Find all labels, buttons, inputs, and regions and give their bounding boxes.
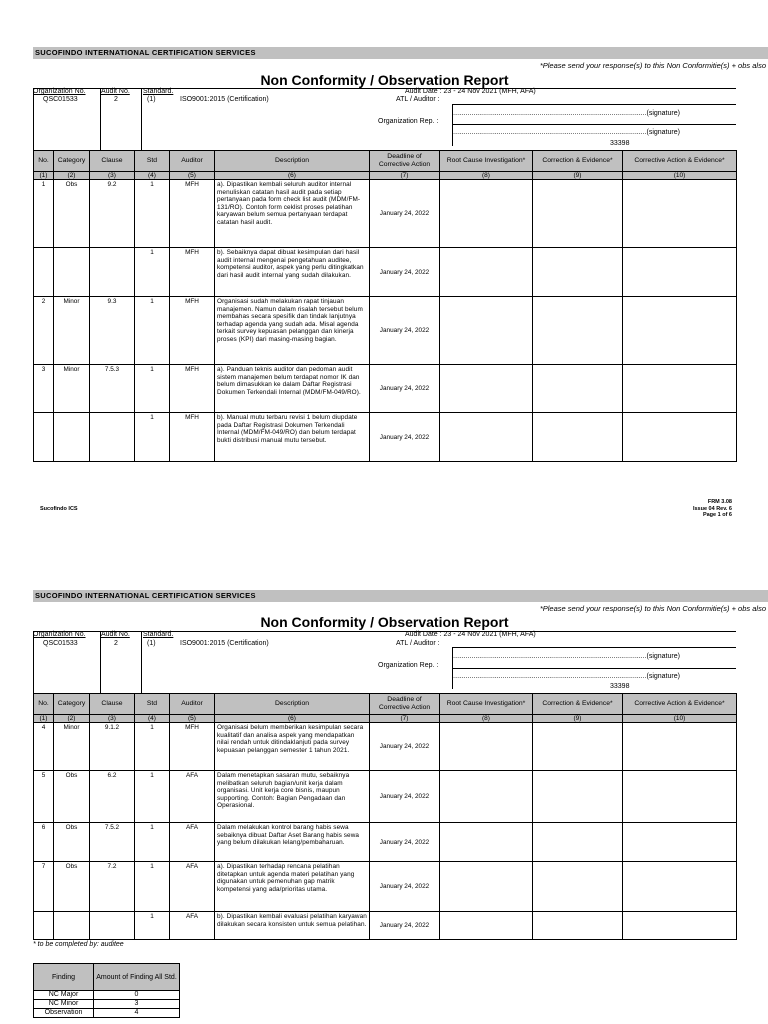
cell-clause [90,413,135,462]
cell-deadline: January 24, 2022 [370,248,440,297]
cell-deadline: January 24, 2022 [370,413,440,462]
col-correction: Correction & Evidence* [533,151,623,172]
org-no-label: Organization No. [33,88,86,95]
summary-header-amount: Amount of Finding All Std. [94,964,180,991]
cell-correction[interactable] [533,862,623,912]
footer-page: Page 1 of 6 [702,512,732,518]
cell-description: Organisasi sudah melakukan rapat tinjauan manajemen. Namun dalam risalah tersebut belum membahas secara spesifik dan tindak lanjutnya terhadap agenda yang sudah ada. Misal agenda terkait survey kepuasan pelanggan dan kinerja proses (KPI) dari masing-masing bagian. [215,297,370,365]
cell-std: 1 [135,823,170,862]
cell-root-cause[interactable] [440,365,533,413]
standard-name: ISO9001:2015 (Certification) [180,96,269,103]
col-num: (5) [170,715,215,723]
company-band [33,47,768,59]
summary-value: 0 [94,991,180,1000]
cell-root-cause[interactable] [440,771,533,823]
cell-corrective-action[interactable] [623,365,737,413]
findings-table-1 [33,150,737,462]
cell-clause: 6.2 [90,771,135,823]
cell-deadline: January 24, 2022 [370,862,440,912]
table-row [34,723,737,771]
cell-no: 7 [34,862,54,912]
report-code: 33398 [610,683,630,690]
summary-header-finding: Finding [34,964,94,991]
cell-std: 1 [135,297,170,365]
summary-row [34,991,180,1000]
col-num: (7) [370,172,440,180]
audit-no-value: 2 [114,640,118,647]
table-row [34,413,737,462]
col-corrective-action: Corrective Action & Evidence* [623,151,737,172]
audit-no-label: Audit No. [101,88,130,95]
col-num: (8) [440,172,533,180]
col-auditor: Auditor [170,151,215,172]
col-num: (9) [533,715,623,723]
atl-signature-line: ....................................................................................................(signature) [452,653,680,660]
summary-label: Observation [34,1009,94,1018]
cell-category: Obs [54,180,90,248]
col-num: (9) [533,172,623,180]
cell-no: 1 [34,180,54,248]
cell-clause: 9.1.2 [90,723,135,771]
response-notice: *Please send your response(s) to this Non Conformitie(s) + obs also [539,61,766,70]
cell-deadline: January 24, 2022 [370,180,440,248]
footer-issue: Issue 04 Rev. 6 [692,505,732,512]
col-num: (4) [135,715,170,723]
cell-correction[interactable] [533,771,623,823]
company-name: SUCOFINDO INTERNATIONAL CERTIFICATION SERVICES [35,48,256,57]
audit-date: Audit Date : 23 - 24 Nov 2021 (MFH, AFA) [405,631,536,638]
cell-std: 1 [135,413,170,462]
table-row [34,823,737,862]
cell-std: 1 [135,248,170,297]
cell-root-cause[interactable] [440,823,533,862]
summary-row [34,1009,180,1018]
cell-description: Organisasi belum memberikan kesimpulan secara kualitatif dan analisa aspek yang mendapatkan nilai rendah untuk ditindaklanjuti pada survey kepuasan pelanggan semester 1 tahun 2021. [215,723,370,771]
cell-no [34,248,54,297]
cell-no: 2 [34,297,54,365]
col-no: No. [34,694,54,715]
cell-category: Obs [54,823,90,862]
col-no: No. [34,151,54,172]
col-corrective-action: Corrective Action & Evidence* [623,694,737,715]
standard-label: Standard. [143,631,174,638]
cell-auditor: MFH [170,248,215,297]
report-title: Non Conformity / Observation Report [260,614,509,630]
cell-corrective-action[interactable] [623,180,737,248]
cell-corrective-action[interactable] [623,862,737,912]
summary-row [34,1000,180,1009]
cell-category: Obs [54,771,90,823]
col-num: (8) [440,715,533,723]
col-deadline: Deadline of Corrective Action [370,694,440,715]
col-num: (3) [90,715,135,723]
cell-correction[interactable] [533,723,623,771]
cell-std: 1 [135,723,170,771]
org-no-value: QSC01533 [43,96,78,103]
cell-description: Dalam melakukan kontrol barang habis sewa sebaiknya dibuat Daftar Aset Barang habis sewa yang belum dilakukan lelang/pembaharuan. [215,823,370,862]
col-category: Category [54,151,90,172]
col-num: (7) [370,715,440,723]
rep-signature-line: ....................................................................................................(signature) [452,129,680,136]
cell-auditor: AFA [170,862,215,912]
col-num: (6) [215,172,370,180]
cell-category [54,413,90,462]
summary-label: NC Minor [34,1000,94,1009]
response-notice: *Please send your response(s) to this Non Conformitie(s) + obs also [539,604,766,613]
org-rep-label: Organization Rep. : [378,662,439,669]
cell-no: 5 [34,771,54,823]
footer-form-no: FRM 3.08 [707,499,732,505]
col-auditor: Auditor [170,694,215,715]
cell-deadline: January 24, 2022 [370,723,440,771]
cell-auditor: AFA [170,912,215,940]
summary-value: 4 [94,1009,180,1018]
cell-std: 1 [135,180,170,248]
cell-description: a). Panduan teknis auditor dan pedoman audit sistem manajemen belum terdapat nomor IK dan belum dimasukkan ke dalam Daftar Registrasi Dokumen Terkendali Internal (MDM/FM-049/RO). [215,365,370,413]
org-no-label: Organization No. [33,631,86,638]
col-num: (10) [623,172,737,180]
table-row [34,912,737,940]
cell-category [54,248,90,297]
col-num: (1) [34,715,54,723]
col-num: (1) [34,172,54,180]
rep-signature-line: ....................................................................................................(signature) [452,673,680,680]
cell-root-cause[interactable] [440,297,533,365]
cell-root-cause[interactable] [440,723,533,771]
report-title: Non Conformity / Observation Report [260,72,509,88]
cell-category: Minor [54,723,90,771]
org-no-value: QSC01533 [43,640,78,647]
col-deadline: Deadline of Corrective Action [370,151,440,172]
footer-form-info [693,499,732,519]
col-std: Std [135,694,170,715]
cell-clause: 7.5.3 [90,365,135,413]
company-band [33,590,768,602]
col-clause: Clause [90,151,135,172]
company-name: SUCOFINDO INTERNATIONAL CERTIFICATION SERVICES [35,591,256,600]
report-code: 33398 [610,140,630,147]
cell-category [54,912,90,940]
table-row [34,862,737,912]
cell-std: 1 [135,365,170,413]
summary-label: NC Major [34,991,94,1000]
standard-name: ISO9001:2015 (Certification) [180,640,269,647]
col-num: (10) [623,715,737,723]
col-num: (2) [54,172,90,180]
cell-deadline: January 24, 2022 [370,297,440,365]
standard-label: Standard. [143,88,174,95]
cell-clause: 9.2 [90,180,135,248]
cell-auditor: MFH [170,365,215,413]
cell-corrective-action[interactable] [623,771,737,823]
cell-description: Dalam menetapkan sasaran mutu, sebaiknya melibatkan seluruh bagian/unit kerja dalam organisasi. Unit kerja core bisnis, maupun supporting. Contoh: Bagian Pengadaan dan Operasional. [215,771,370,823]
atl-auditor-label: ATL / Auditor : [396,96,440,103]
col-description: Description [215,694,370,715]
standard-no: (1) [147,96,156,103]
cell-corrective-action[interactable] [623,823,737,862]
cell-correction[interactable] [533,297,623,365]
cell-auditor: MFH [170,297,215,365]
table-row [34,180,737,248]
cell-clause: 9.3 [90,297,135,365]
atl-signature-line: ....................................................................................................(signature) [452,110,680,117]
cell-root-cause[interactable] [440,248,533,297]
cell-clause [90,248,135,297]
cell-no [34,912,54,940]
table-row [34,297,737,365]
col-num: (2) [54,715,90,723]
cell-corrective-action[interactable] [623,723,737,771]
col-root-cause: Root Cause Investigation* [440,694,533,715]
cell-root-cause[interactable] [440,912,533,940]
cell-root-cause[interactable] [440,413,533,462]
audit-no-value: 2 [114,96,118,103]
atl-auditor-label: ATL / Auditor : [396,640,440,647]
cell-auditor: AFA [170,823,215,862]
cell-auditor: MFH [170,180,215,248]
cell-deadline: January 24, 2022 [370,771,440,823]
cell-description: b). Dipastikan kembali evaluasi pelatihan karyawan dilakukan secara konsisten untuk semua pelatihan. [215,912,370,940]
cell-corrective-action[interactable] [623,413,737,462]
cell-deadline: January 24, 2022 [370,912,440,940]
standard-no: (1) [147,640,156,647]
org-rep-label: Organization Rep. : [378,118,439,125]
cell-correction[interactable] [533,823,623,862]
audit-date: Audit Date : 23 - 24 Nov 2021 (MFH, AFA) [405,88,536,95]
col-category: Category [54,694,90,715]
cell-deadline: January 24, 2022 [370,365,440,413]
col-root-cause: Root Cause Investigation* [440,151,533,172]
cell-description: a). Dipastikan kembali seluruh auditor internal menuliskan catatan hasil audit pada setiap pertanyaan pada form check list audit (MDM/FM-131/RO). Contoh form ceklist proses pelatihan karyawan belum semua pertanyaan terdapat catatan hasil audit. [215,180,370,248]
cell-category: Minor [54,365,90,413]
summary-value: 3 [94,1000,180,1009]
cell-corrective-action[interactable] [623,248,737,297]
cell-no [34,413,54,462]
cell-correction[interactable] [533,912,623,940]
cell-root-cause[interactable] [440,862,533,912]
cell-clause: 7.2 [90,862,135,912]
cell-description: b). Sebaiknya dapat dibuat kesimpulan dari hasil audit internal mengenai pengetahuan auditee, kompetensi auditor, aspek yang perlu ditingkatkan dari hasil audit internal yang sudah dilakukan. [215,248,370,297]
footer-company: Sucofindo ICS [40,506,78,512]
cell-no: 3 [34,365,54,413]
cell-corrective-action[interactable] [623,912,737,940]
cell-std: 1 [135,771,170,823]
col-std: Std [135,151,170,172]
cell-clause [90,912,135,940]
cell-auditor: MFH [170,723,215,771]
cell-auditor: AFA [170,771,215,823]
col-num: (4) [135,172,170,180]
cell-deadline: January 24, 2022 [370,823,440,862]
col-correction: Correction & Evidence* [533,694,623,715]
table-row [34,248,737,297]
cell-description: b). Manual mutu terbaru revisi 1 belum diupdate pada Daftar Registrasi Dokumen Terkendali Internal (MDM/FM-049/RO) dan belum terdapat bukti distribusi manual mutu tersebut. [215,413,370,462]
col-clause: Clause [90,694,135,715]
col-num: (5) [170,172,215,180]
cell-correction[interactable] [533,365,623,413]
cell-correction[interactable] [533,180,623,248]
cell-clause: 7.5.2 [90,823,135,862]
cell-std: 1 [135,912,170,940]
table-row [34,771,737,823]
col-description: Description [215,151,370,172]
cell-corrective-action[interactable] [623,297,737,365]
cell-std: 1 [135,862,170,912]
finding-summary-table [33,963,180,1018]
audit-no-label: Audit No. [101,631,130,638]
cell-description: a). Dipastikan terhadap rencana pelatihan ditetapkan untuk agenda materi pelatihan yang digunakan untuk pemenuhan gap matrik kompetensi yang ada/prioritas utama. [215,862,370,912]
cell-auditor: MFH [170,413,215,462]
table-row [34,365,737,413]
auditee-note: * to be completed by: auditee [33,941,124,948]
cell-category: Obs [54,862,90,912]
cell-no: 6 [34,823,54,862]
findings-table-2 [33,693,737,940]
cell-category: Minor [54,297,90,365]
col-num: (6) [215,715,370,723]
col-num: (3) [90,172,135,180]
cell-root-cause[interactable] [440,180,533,248]
cell-correction[interactable] [533,413,623,462]
cell-no: 4 [34,723,54,771]
cell-correction[interactable] [533,248,623,297]
